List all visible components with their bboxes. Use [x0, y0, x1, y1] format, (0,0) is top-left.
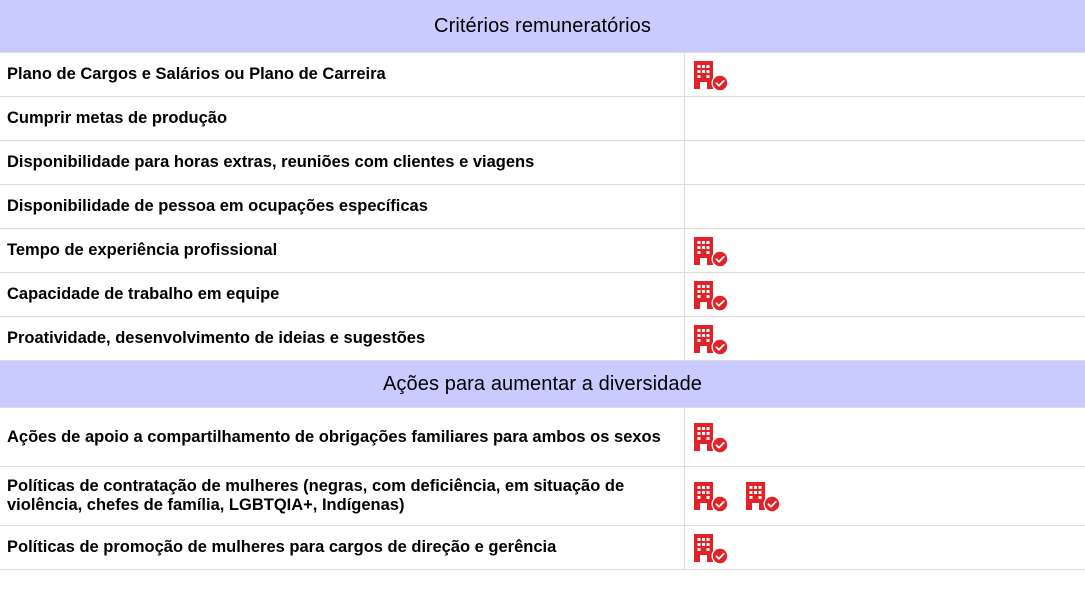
section-title: Ações para aumentar a diversidade	[0, 361, 1085, 408]
table-row	[0, 185, 1085, 229]
row-icons	[684, 273, 1085, 317]
building-check-icon	[691, 420, 733, 454]
row-icons	[684, 53, 1085, 97]
row-icons	[684, 408, 1085, 467]
building-check-icon	[691, 531, 733, 565]
table-row	[0, 467, 1085, 526]
table-row	[0, 229, 1085, 273]
section-title: Critérios remuneratórios	[0, 0, 1085, 53]
building-check-icon	[691, 234, 733, 268]
row-label: Políticas de promoção de mulheres para cargos de direção e gerência	[0, 526, 684, 570]
building-check-icon	[691, 58, 733, 92]
building-check-icon	[743, 479, 785, 513]
row-icons	[684, 185, 1085, 229]
table-row	[0, 317, 1085, 361]
row-icons	[684, 97, 1085, 141]
row-label: Ações de apoio a compartilhamento de obrigações familiares para ambos os sexos	[0, 408, 684, 467]
section-header-diversity	[0, 361, 1085, 408]
row-icons	[684, 229, 1085, 273]
table-row	[0, 273, 1085, 317]
table-row	[0, 53, 1085, 97]
table-row	[0, 97, 1085, 141]
row-icons	[684, 317, 1085, 361]
row-icons	[684, 526, 1085, 570]
row-icons	[684, 141, 1085, 185]
row-label: Proatividade, desenvolvimento de ideias e sugestões	[0, 317, 684, 361]
row-label: Disponibilidade para horas extras, reuniões com clientes e viagens	[0, 141, 684, 185]
table-row	[0, 526, 1085, 570]
building-check-icon	[691, 322, 733, 356]
row-label: Disponibilidade de pessoa em ocupações específicas	[0, 185, 684, 229]
row-icons	[684, 467, 1085, 526]
row-label: Plano de Cargos e Salários ou Plano de Carreira	[0, 53, 684, 97]
building-check-icon	[691, 479, 733, 513]
row-label: Políticas de contratação de mulheres (negras, com deficiência, em situação de violência, chefes de família, LGBTQIA+, Indígenas)	[0, 467, 684, 526]
building-check-icon	[691, 278, 733, 312]
section-header-remuneration	[0, 0, 1085, 53]
table-row	[0, 408, 1085, 467]
row-label: Tempo de experiência profissional	[0, 229, 684, 273]
table-row	[0, 141, 1085, 185]
row-label: Cumprir metas de produção	[0, 97, 684, 141]
row-label: Capacidade de trabalho em equipe	[0, 273, 684, 317]
